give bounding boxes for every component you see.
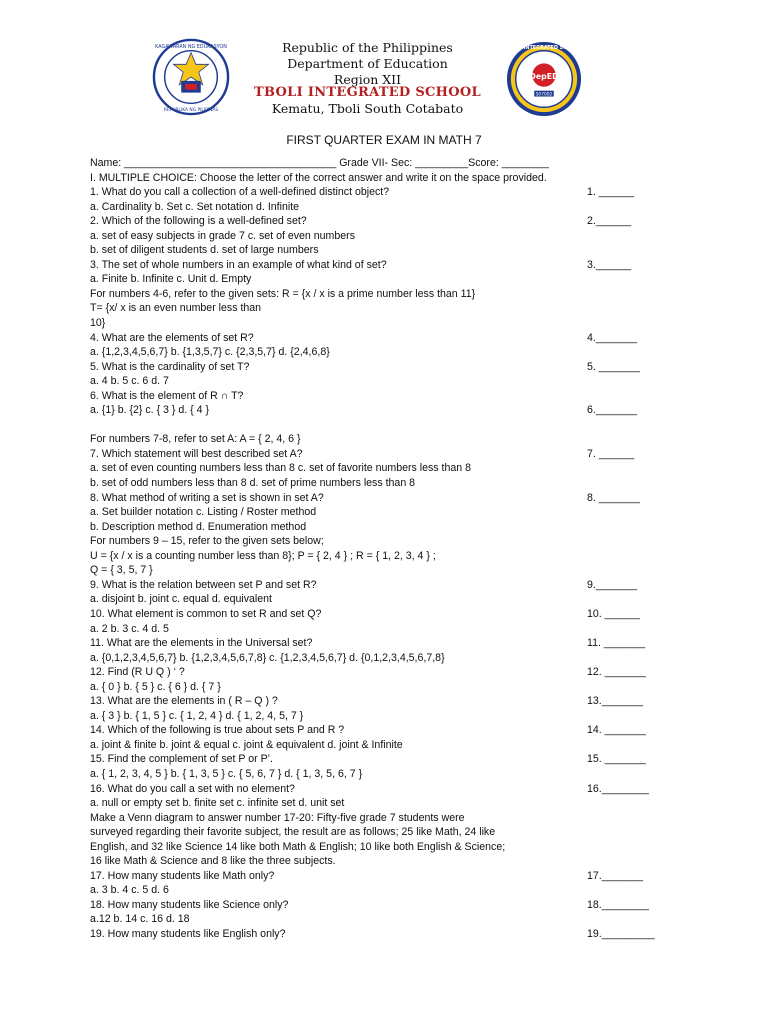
answer-blank[interactable]: 12. _______: [587, 666, 646, 679]
answer-blank[interactable]: 15. _______: [587, 753, 646, 766]
exam-line: [90, 578, 650, 593]
line-text: 10. What element is common to set R and set Q?: [90, 607, 322, 620]
exam-line: [90, 622, 650, 637]
exam-line: [90, 345, 650, 360]
line-text: a. Finite b. Infinite c. Unit d. Empty: [90, 273, 252, 286]
line-text: For numbers 9 – 15, refer to the given sets below;: [90, 535, 324, 548]
header-line-department: Department of Education: [287, 56, 448, 71]
line-text: 13. What are the elements in ( R – Q ) ?: [90, 695, 278, 708]
exam-line: [90, 418, 650, 433]
line-text: For numbers 4-6, refer to the given sets: R = {x / x is a prime number less than 11}: [90, 287, 476, 300]
line-text: a. {1} b. {2} c. { 3 } d. { 4 }: [90, 404, 209, 417]
line-text: a. disjoint b. joint c. equal d. equivalent: [90, 593, 272, 606]
line-text: a. null or empty set b. finite set c. infinite set d. unit set: [90, 797, 345, 810]
exam-title: FIRST QUARTER EXAM IN MATH 7: [286, 133, 482, 147]
exam-line: [90, 549, 650, 564]
exam-line: [90, 680, 650, 695]
line-text: 11. What are the elements in the Universal set?: [90, 637, 313, 650]
exam-line: [90, 389, 650, 404]
answer-blank[interactable]: 17._______: [587, 869, 643, 882]
exam-line: [90, 709, 650, 724]
line-text: a. { 1, 2, 3, 4, 5 } b. { 1, 3, 5 } c. { 5, 6, 7 } d. { 1, 3, 5, 6, 7 }: [90, 767, 363, 780]
line-text: T= {x/ x is an even number less than: [90, 302, 262, 315]
line-text: 3. The set of whole numbers in an example of what kind of set?: [90, 258, 387, 271]
exam-line: [90, 214, 650, 229]
line-text: 16 like Math & Science and 8 like the three subjects.: [90, 855, 336, 868]
exam-line: [90, 258, 650, 273]
line-text: a. { 0 } b. { 5 } c. { 6 } d. { 7 }: [90, 680, 221, 693]
answer-blank[interactable]: 6._______: [587, 404, 638, 417]
exam-line: [90, 374, 650, 389]
exam-line: [90, 636, 650, 651]
line-text: a. {0,1,2,3,4,5,6,7} b. {1,2,3,4,5,6,7,8} c. {1,2,3,4,5,6,7} d. {0,1,2,3,4,5,6,7,8}: [90, 651, 445, 664]
exam-line: [90, 723, 650, 738]
answer-blank[interactable]: 14. _______: [587, 724, 646, 737]
exam-line: [90, 461, 650, 476]
line-text: 17. How many students like Math only?: [90, 869, 275, 882]
line-text: Q = { 3, 5, 7 }: [90, 564, 153, 577]
svg-text:KAGAWARAN NG EDUKASYON: KAGAWARAN NG EDUKASYON: [155, 43, 227, 50]
line-text: 14. Which of the following is true about sets P and R ?: [90, 724, 345, 737]
exam-line: [90, 927, 655, 942]
school-address: Kematu, Tboli South Cotabato: [271, 101, 464, 116]
line-text: 9. What is the relation between set P and set R?: [90, 578, 317, 591]
school-name: TBOLI INTEGRATED SCHOOL: [254, 85, 481, 100]
answer-blank[interactable]: 4._______: [587, 331, 638, 344]
line-text: Name: ____________________________________ Grade VII- Sec: _________Score: ________: [90, 157, 549, 169]
exam-line: [90, 316, 650, 331]
exam-line: [90, 563, 650, 578]
exam-line: [90, 520, 650, 535]
line-text: 15. Find the complement of set P or P’.: [90, 753, 273, 766]
exam-line: [90, 811, 650, 826]
answer-blank[interactable]: 2.______: [587, 215, 632, 228]
line-text: 1. What do you call a collection of a well-defined distinct object?: [90, 186, 390, 199]
line-text: 8. What method of writing a set is shown in set A?: [90, 491, 324, 504]
exam-line: [90, 301, 650, 316]
answer-blank[interactable]: 18.________: [587, 898, 649, 911]
line-text: English, and 32 like Science 14 like both Math & English; 10 like both English & Science;: [90, 840, 506, 853]
exam-line: [90, 738, 650, 753]
line-text: a. 2 b. 3 c. 4 d. 5: [90, 622, 169, 635]
line-text: a. Set builder notation c. Listing / Roster method: [90, 506, 317, 519]
line-text: 7. Which statement will best described set A?: [90, 447, 303, 460]
exam-line: [90, 869, 650, 884]
exam-line: [90, 854, 650, 869]
exam-line: [90, 432, 650, 447]
line-text: a. {1,2,3,4,5,6,7} b. {1,3,5,7} c. {2,3,5,7} d. {2,4,6,8}: [90, 346, 330, 359]
header-line-republic: Republic of the Philippines: [282, 40, 453, 55]
line-text: a. 3 b. 4 c. 5 d. 6: [90, 884, 169, 897]
exam-line: [90, 447, 650, 462]
answer-blank[interactable]: 7. ______: [587, 447, 635, 460]
line-text: 18. How many students like Science only?: [90, 898, 289, 911]
line-text: a. 4 b. 5 c. 6 d. 7: [90, 375, 169, 388]
answer-blank[interactable]: 16.________: [587, 782, 649, 795]
answer-blank[interactable]: 8. _______: [587, 491, 641, 504]
line-text: I. MULTIPLE CHOICE: Choose the letter of the correct answer and write it on the space provided.: [90, 171, 547, 184]
line-text: a. Cardinality b. Set c. Set notation d. Infinite: [90, 200, 300, 213]
answer-blank[interactable]: 13._______: [587, 695, 643, 708]
line-text: 5. What is the cardinality of set T?: [90, 360, 250, 373]
line-text: b. Description method d. Enumeration method: [90, 520, 307, 533]
exam-line: [90, 534, 650, 549]
line-text: For numbers 7-8, refer to set A: A = { 2, 4, 6 }: [90, 433, 301, 446]
answer-blank[interactable]: 9._______: [587, 578, 638, 591]
line-text: 16. What do you call a set with no element?: [90, 782, 295, 795]
line-text: surveyed regarding their favorite subject, the result are as follows; 25 like Math, 24 like: [90, 826, 496, 839]
line-text: b. set of odd numbers less than 8 d. set of prime numbers less than 8: [90, 477, 416, 490]
line-text: 4. What are the elements of set R?: [90, 331, 254, 344]
exam-body: [90, 156, 655, 942]
exam-line: [90, 665, 650, 680]
deped-seal-icon: [152, 38, 230, 116]
svg-text:TBOLI INTEGRATED SCHOOL: TBOLI INTEGRATED SCHOOL: [505, 44, 583, 51]
line-text: a. set of easy subjects in grade 7 c. set of even numbers: [90, 229, 355, 242]
exam-line: [90, 185, 650, 200]
line-text: U = {x / x is a counting number less than 8}; P = { 2, 4 } ; R = { 1, 2, 3, 4 } ;: [90, 549, 436, 562]
exam-line: [90, 782, 650, 797]
exam-line: [90, 898, 650, 913]
exam-line: [90, 796, 650, 811]
exam-line: [90, 752, 650, 767]
letterhead: [0, 38, 768, 118]
line-text: 6. What is the element of R ∩ T?: [90, 389, 244, 402]
exam-line: [90, 912, 650, 927]
svg-text:DepED: DepED: [529, 72, 559, 81]
exam-line: [90, 476, 650, 491]
line-text: 10}: [90, 317, 106, 330]
exam-line: [90, 840, 650, 855]
exam-line: [90, 607, 650, 622]
exam-line: [90, 331, 650, 346]
exam-line: [90, 403, 650, 418]
exam-line: [90, 883, 650, 898]
header-line-region: Region XII: [333, 72, 402, 87]
answer-blank[interactable]: 10. ______: [587, 607, 641, 620]
svg-text:507002: 507002: [535, 92, 553, 98]
school-seal-icon: [505, 40, 583, 118]
answer-blank[interactable]: 19._________: [587, 927, 655, 940]
exam-line: [90, 825, 650, 840]
exam-line: [90, 287, 650, 302]
exam-line: [90, 767, 650, 782]
line-text: a. set of even counting numbers less than 8 c. set of favorite numbers less than 8: [90, 462, 471, 475]
exam-line: [90, 229, 650, 244]
exam-line: [90, 243, 650, 258]
line-text: b. set of diligent students d. set of large numbers: [90, 244, 319, 257]
exam-line: [90, 200, 650, 215]
exam-line: [90, 156, 650, 171]
svg-text:REPUBLIKA NG PILIPINAS: REPUBLIKA NG PILIPINAS: [163, 108, 219, 114]
exam-line: [90, 694, 650, 709]
line-text: 12. Find (R U Q ) ‘ ?: [90, 666, 185, 679]
exam-line: [90, 651, 650, 666]
answer-blank[interactable]: 11. _______: [587, 637, 646, 650]
line-text: a.12 b. 14 c. 16 d. 18: [90, 913, 190, 926]
answer-blank[interactable]: 5. _______: [587, 360, 641, 373]
line-text: a. joint & finite b. joint & equal c. joint & equivalent d. joint & Infinite: [90, 738, 403, 751]
answer-blank[interactable]: 1. ______: [587, 186, 635, 199]
exam-line: [90, 505, 650, 520]
exam-line: [90, 491, 650, 506]
answer-blank[interactable]: 3.______: [587, 258, 632, 271]
line-text: a. { 3 } b. { 1, 5 } c. { 1, 2, 4 } d. { 1, 2, 4, 5, 7 }: [90, 709, 304, 722]
exam-line: [90, 272, 650, 287]
exam-line: [90, 592, 650, 607]
line-text: 19. How many students like English only?: [90, 927, 286, 940]
exam-line: [90, 360, 650, 375]
line-text: 2. Which of the following is a well-defined set?: [90, 215, 307, 228]
line-text: Make a Venn diagram to answer number 17-20: Fifty-five grade 7 students were: [90, 811, 465, 824]
exam-line: [90, 171, 650, 186]
